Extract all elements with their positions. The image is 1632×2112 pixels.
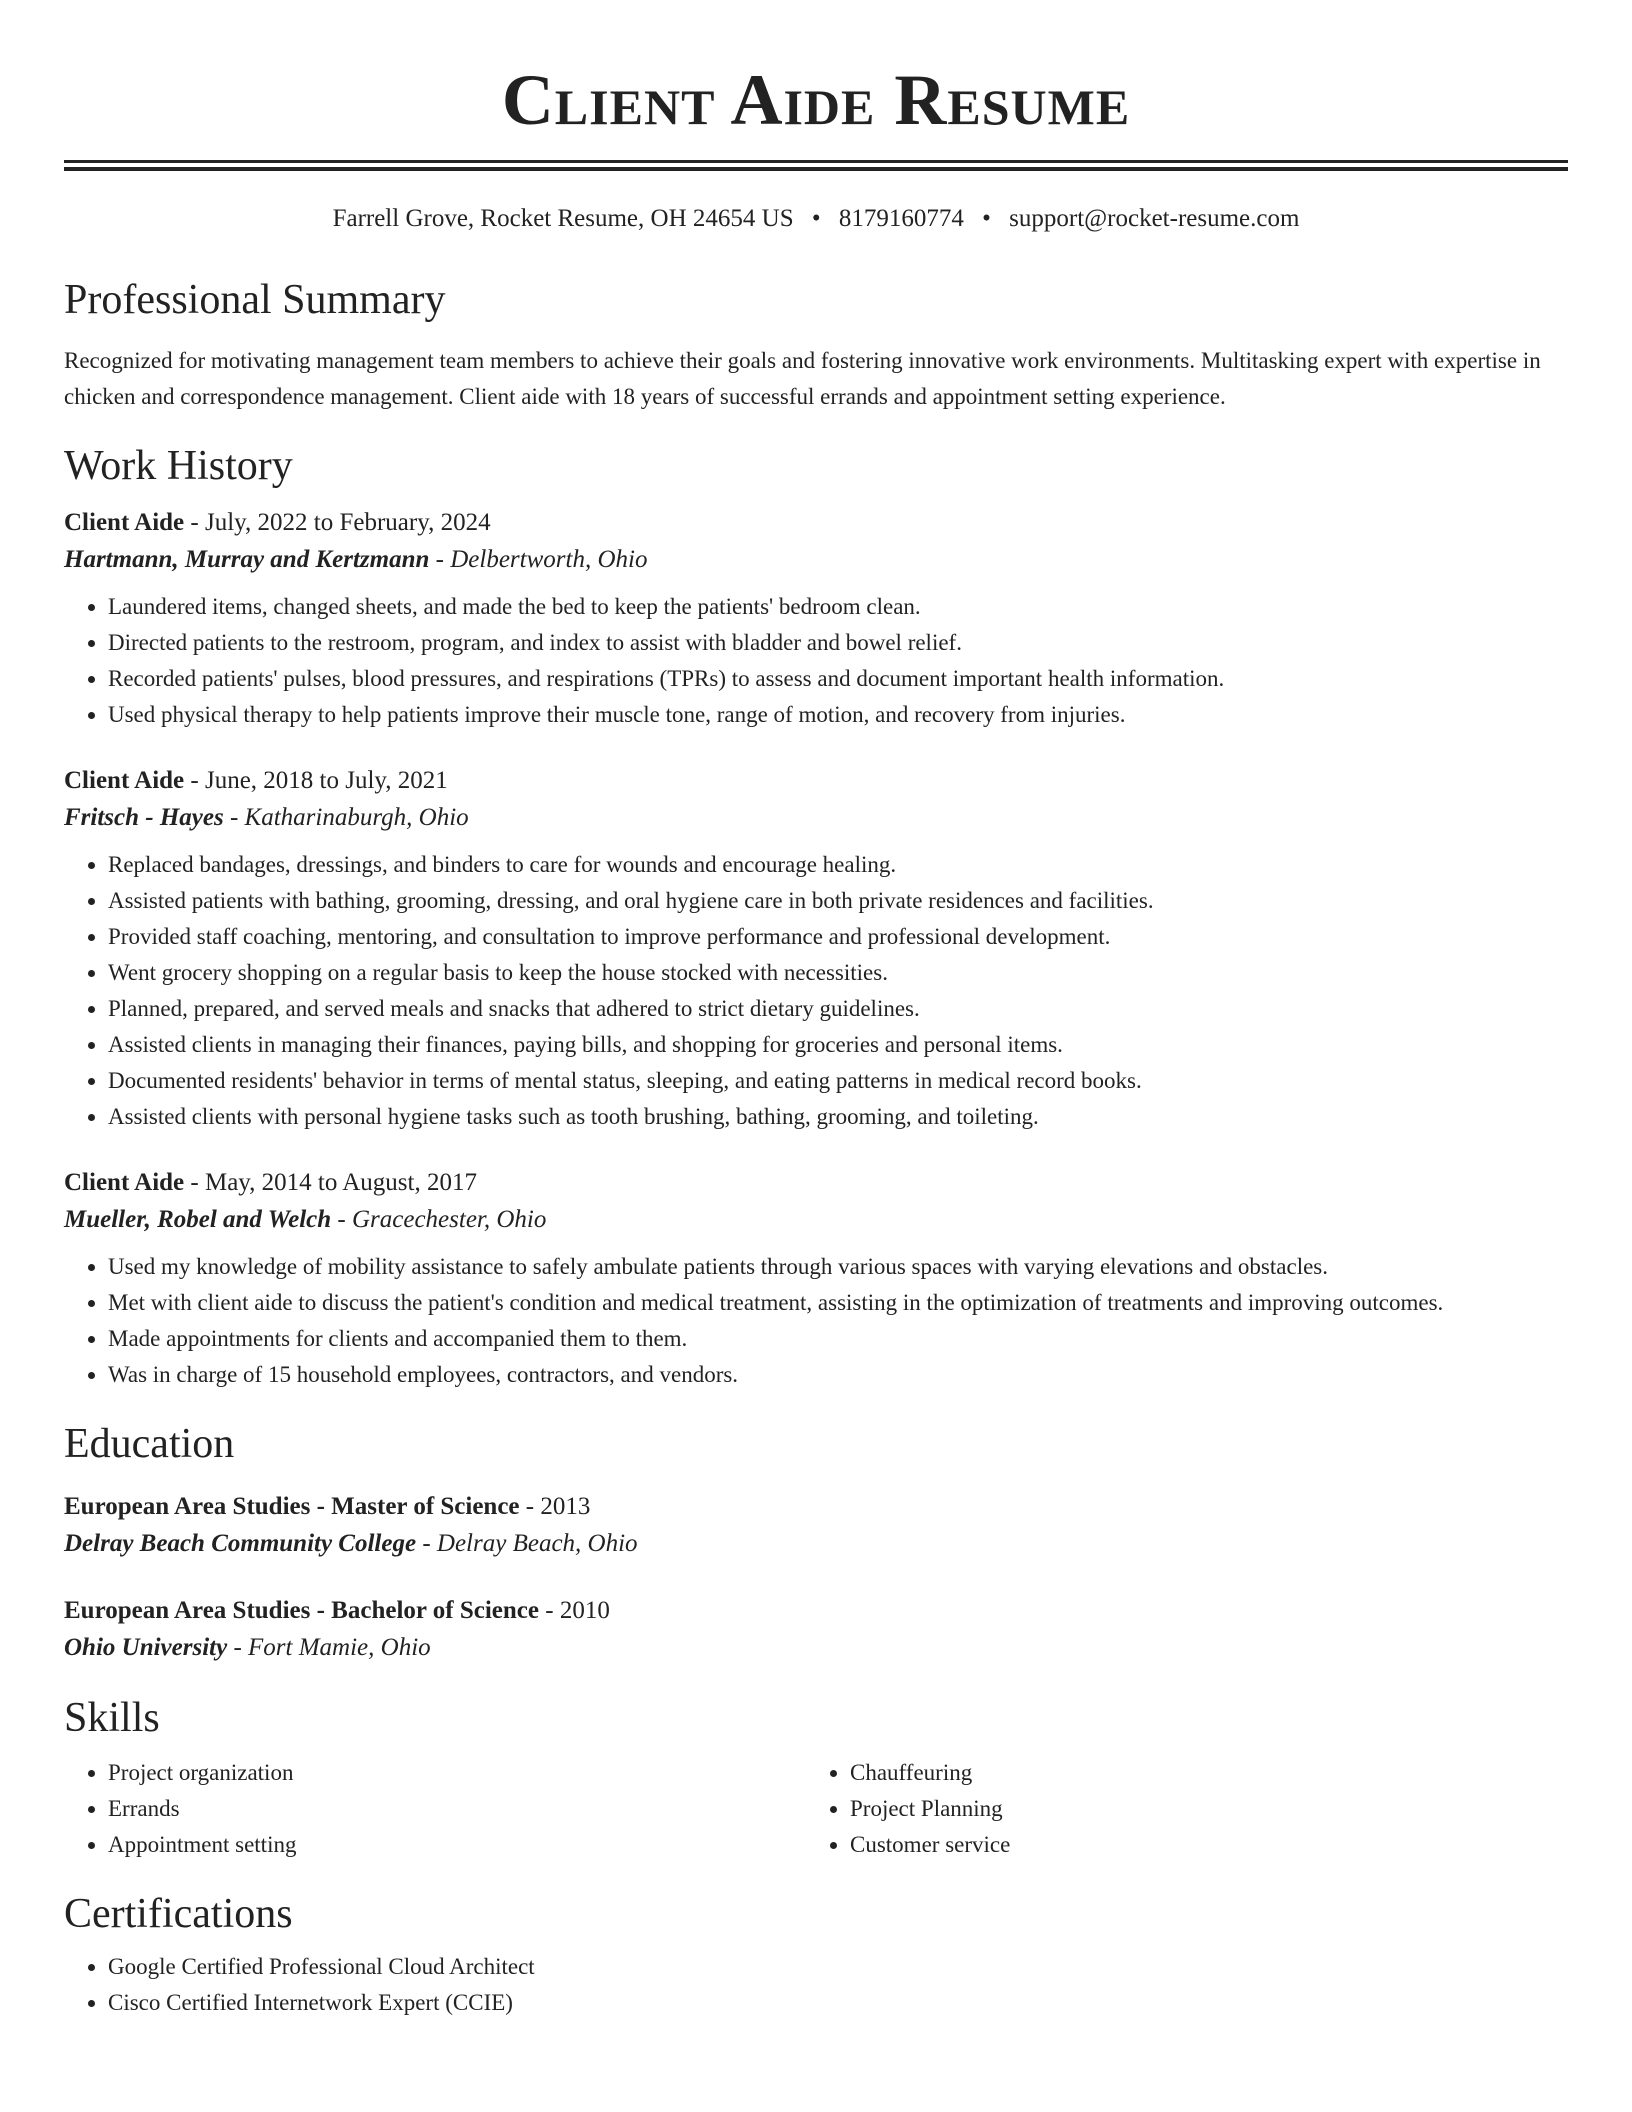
skills-heading: Skills	[64, 1695, 160, 1741]
job-duty: • Assisted clients in managing their finances, paying bills, and shopping for groceries and personal items.	[108, 1027, 1568, 1063]
contact-phone: 8179160774	[838, 205, 964, 232]
degree-line	[64, 1489, 1568, 1525]
job-role: Client Aide	[64, 1169, 185, 1196]
education-heading: Education	[64, 1421, 235, 1467]
employer-location: - Katharinaburgh, Ohio	[223, 804, 469, 831]
education-entry	[64, 1593, 1568, 1667]
job-duties-list	[64, 1249, 1568, 1393]
contact-address: Farrell Grove, Rocket Resume, OH 24654 US	[332, 205, 794, 232]
degree-year: - 2010	[539, 1597, 610, 1624]
contact-separator: •	[982, 205, 991, 232]
degree-name: European Area Studies - Master of Science	[64, 1493, 520, 1520]
job-duty: • Was in charge of 15 household employees, contractors, and vendors.	[108, 1357, 1568, 1393]
job-duty: • Provided staff coaching, mentoring, and consultation to improve performance and professional development.	[108, 919, 1568, 955]
employer-name: Hartmann, Murray and Kertzmann	[64, 546, 430, 573]
employer-location: - Gracechester, Ohio	[331, 1206, 547, 1233]
certifications-heading: Certifications	[64, 1891, 293, 1937]
job-role: Client Aide	[64, 767, 185, 794]
job-duty: • Used my knowledge of mobility assistance to safely ambulate patients through various spaces with varying elevations and obstacles.	[108, 1249, 1568, 1285]
job-duty: • Assisted clients with personal hygiene tasks such as tooth brushing, bathing, grooming, and toileting.	[108, 1099, 1568, 1135]
job-role: Client Aide	[64, 509, 185, 536]
job-duty: • Met with client aide to discuss the patient's condition and medical treatment, assisting in the optimization of treatments and improving outcomes.	[108, 1285, 1568, 1321]
employer-name: Mueller, Robel and Welch	[64, 1206, 332, 1233]
skill-item: • Project Planning	[850, 1791, 1548, 1827]
degree-year: - 2013	[519, 1493, 591, 1520]
employer-location: - Delbertworth, Ohio	[429, 546, 648, 573]
skill-item: • Appointment setting	[108, 1827, 806, 1863]
job-duty: • Laundered items, changed sheets, and made the bed to keep the patients' bedroom clean.	[108, 589, 1568, 625]
job-duty: • Used physical therapy to help patients improve their muscle tone, range of motion, and recovery from injuries.	[108, 697, 1568, 733]
skill-item: • Project organization	[108, 1755, 806, 1791]
degree-line	[64, 1593, 1568, 1629]
school-line	[64, 1629, 1568, 1667]
job-duty: • Documented residents' behavior in terms of mental status, sleeping, and eating patterns in medical record books.	[108, 1063, 1568, 1099]
job-dates: - May, 2014 to August, 2017	[184, 1169, 477, 1196]
job-duty: • Replaced bandages, dressings, and binders to care for wounds and encourage healing.	[108, 847, 1568, 883]
job-entry	[64, 505, 1568, 733]
job-entry	[64, 763, 1568, 1135]
employer-name: Fritsch - Hayes	[64, 804, 224, 831]
job-duty: • Made appointments for clients and accompanied them to them.	[108, 1321, 1568, 1357]
school-location: - Fort Mamie, Ohio	[227, 1634, 431, 1661]
job-duties-list	[64, 589, 1568, 733]
skills-list-right	[806, 1755, 1548, 1863]
skill-item: • Chauffeuring	[850, 1755, 1548, 1791]
job-entry	[64, 1165, 1568, 1393]
school-line	[64, 1525, 1568, 1563]
job-duty: • Recorded patients' pulses, blood pressures, and respirations (TPRs) to assess and document important health information.	[108, 661, 1568, 697]
certification-item: • Google Certified Professional Cloud Architect	[108, 1949, 1568, 1985]
job-dates: - July, 2022 to February, 2024	[184, 509, 491, 536]
job-title-line	[64, 763, 1568, 799]
job-duty: • Directed patients to the restroom, program, and index to assist with bladder and bowel relief.	[108, 625, 1568, 661]
summary-heading: Professional Summary	[64, 277, 446, 323]
resume-title: Client Aide Resume	[501, 60, 1131, 140]
job-duty: • Went grocery shopping on a regular basis to keep the house stocked with necessities.	[108, 955, 1568, 991]
job-duties-list	[64, 847, 1568, 1135]
skill-item: • Errands	[108, 1791, 806, 1827]
certification-item: • Cisco Certified Internetwork Expert (CCIE)	[108, 1985, 1568, 2021]
school-location: - Delray Beach, Ohio	[416, 1530, 638, 1557]
certifications-list	[64, 1949, 1568, 2021]
job-title-line	[64, 505, 1568, 541]
job-title-line	[64, 1165, 1568, 1201]
job-duty: • Planned, prepared, and served meals and snacks that adhered to strict dietary guidelines.	[108, 991, 1568, 1027]
title-double-rule	[64, 160, 1568, 163]
skill-item: • Customer service	[850, 1827, 1548, 1863]
school-name: Delray Beach Community College	[64, 1530, 417, 1557]
skills-grid	[64, 1755, 1568, 1863]
job-dates: - June, 2018 to July, 2021	[184, 767, 448, 794]
contact-email: support@rocket-resume.com	[1009, 205, 1300, 232]
employer-line	[64, 1201, 1568, 1239]
skills-list-left	[64, 1755, 806, 1863]
school-name: Ohio University	[64, 1634, 228, 1661]
work-history-heading: Work History	[64, 443, 293, 489]
contact-line	[64, 203, 1568, 235]
education-entry	[64, 1489, 1568, 1563]
contact-separator: •	[811, 205, 821, 232]
employer-line	[64, 541, 1568, 579]
job-duty: • Assisted patients with bathing, grooming, dressing, and oral hygiene care in both private residences and facilities.	[108, 883, 1568, 919]
summary-text: Recognized for motivating management team members to achieve their goals and fostering innovative work environments. Multitasking expert with expertise in chicken and correspondence management. Client aide with 18 years of successful errands and appointment setting experience.	[64, 348, 1541, 409]
degree-name: European Area Studies - Bachelor of Science	[64, 1597, 539, 1624]
employer-line	[64, 799, 1568, 837]
